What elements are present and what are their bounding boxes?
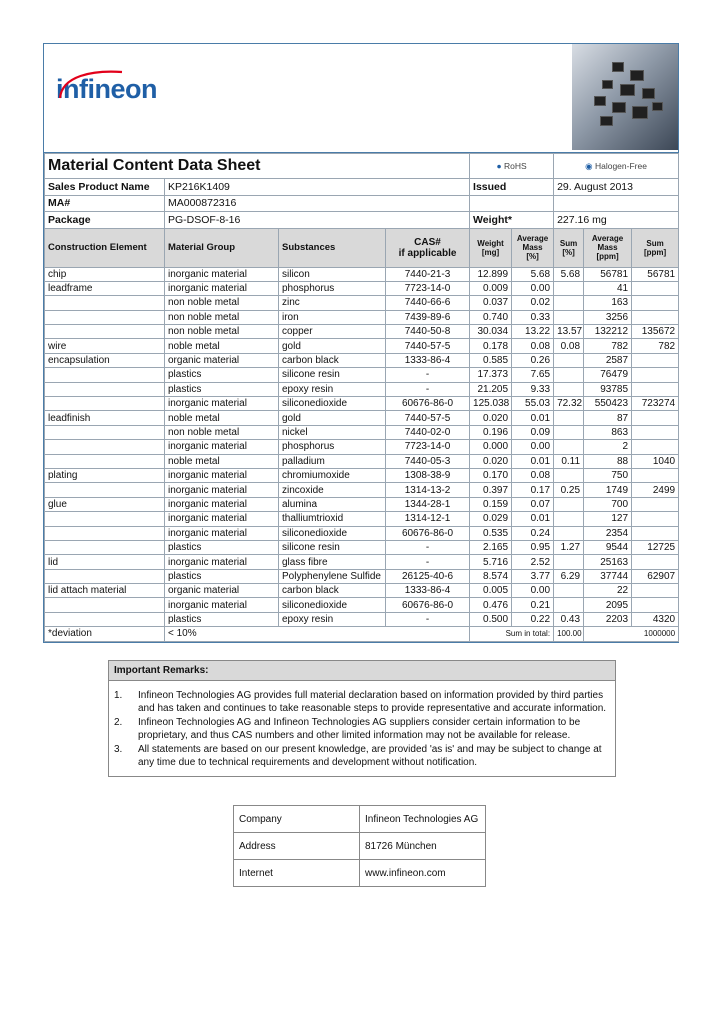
- table-cell: lid: [45, 555, 165, 569]
- table-cell: gold: [279, 339, 386, 353]
- table-cell: leadframe: [45, 281, 165, 295]
- table-row: [45, 483, 679, 497]
- table-cell: phosphorus: [279, 281, 386, 295]
- table-cell: 0.21: [512, 598, 554, 612]
- table-cell: inorganic material: [165, 526, 279, 540]
- header-area: [44, 44, 678, 153]
- table-cell: 0.43: [554, 612, 584, 626]
- table-cell: 4320: [632, 612, 679, 626]
- table-cell: zinc: [279, 296, 386, 310]
- table-row: [45, 325, 679, 339]
- table-cell: [632, 281, 679, 295]
- table-cell: leadfinish: [45, 411, 165, 425]
- table-cell: 12.899: [470, 267, 512, 281]
- table-cell: -: [386, 368, 470, 382]
- table-cell: 25163: [584, 555, 632, 569]
- table-cell: noble metal: [165, 339, 279, 353]
- table-cell: [45, 540, 165, 554]
- table-cell: copper: [279, 325, 386, 339]
- table-cell: non noble metal: [165, 425, 279, 439]
- table-cell: [554, 584, 584, 598]
- table-cell: 0.22: [512, 612, 554, 626]
- internet-link[interactable]: www.infineon.com: [360, 860, 486, 887]
- table-cell: 0.00: [512, 281, 554, 295]
- table-cell: chip: [45, 267, 165, 281]
- table-cell: siliconedioxide: [279, 397, 386, 411]
- table-cell: [45, 569, 165, 583]
- table-cell: 863: [584, 425, 632, 439]
- table-cell: 0.08: [512, 339, 554, 353]
- table-cell: wire: [45, 339, 165, 353]
- table-cell: [632, 555, 679, 569]
- table-cell: gold: [279, 411, 386, 425]
- table-cell: 2203: [584, 612, 632, 626]
- table-cell: iron: [279, 310, 386, 324]
- table-cell: 1040: [632, 454, 679, 468]
- table-row: [45, 468, 679, 482]
- remarks-box: [108, 660, 616, 777]
- table-cell: [45, 325, 165, 339]
- table-cell: 60676-86-0: [386, 598, 470, 612]
- table-cell: 0.009: [470, 281, 512, 295]
- table-cell: [632, 425, 679, 439]
- table-cell: [554, 512, 584, 526]
- table-cell: 750: [584, 468, 632, 482]
- table-cell: 125.038: [470, 397, 512, 411]
- table-cell: 135672: [632, 325, 679, 339]
- table-cell: [45, 425, 165, 439]
- address-label: Address: [234, 833, 360, 860]
- table-cell: 1333-86-4: [386, 353, 470, 367]
- internet-label: Internet: [234, 860, 360, 887]
- table-cell: [554, 296, 584, 310]
- table-cell: 0.020: [470, 454, 512, 468]
- table-cell: 132212: [584, 325, 632, 339]
- table-cell: plastics: [165, 368, 279, 382]
- table-cell: [45, 454, 165, 468]
- table-cell: 88: [584, 454, 632, 468]
- table-row: [45, 612, 679, 626]
- table-cell: 0.178: [470, 339, 512, 353]
- table-cell: encapsulation: [45, 353, 165, 367]
- table-cell: [554, 468, 584, 482]
- table-cell: [632, 497, 679, 511]
- table-cell: [45, 598, 165, 612]
- table-cell: 0.01: [512, 411, 554, 425]
- table-cell: 5.68: [512, 267, 554, 281]
- table-cell: [632, 512, 679, 526]
- table-cell: 87: [584, 411, 632, 425]
- table-cell: [554, 368, 584, 382]
- table-cell: 2587: [584, 353, 632, 367]
- table-cell: [45, 368, 165, 382]
- table-cell: plating: [45, 468, 165, 482]
- table-cell: [554, 497, 584, 511]
- issued-label: Issued: [470, 179, 554, 196]
- table-cell: 1314-13-2: [386, 483, 470, 497]
- table-cell: carbon black: [279, 353, 386, 367]
- table-cell: 782: [632, 339, 679, 353]
- table-cell: 0.08: [512, 468, 554, 482]
- table-cell: 2499: [632, 483, 679, 497]
- table-cell: carbon black: [279, 584, 386, 598]
- table-cell: 0.170: [470, 468, 512, 482]
- address-value: 81726 München: [360, 833, 486, 860]
- table-cell: 0.09: [512, 425, 554, 439]
- table-cell: phosphorus: [279, 440, 386, 454]
- table-row: [45, 497, 679, 511]
- table-cell: non noble metal: [165, 296, 279, 310]
- table-row: [45, 569, 679, 583]
- table-cell: [45, 397, 165, 411]
- table-cell: [632, 353, 679, 367]
- table-cell: [632, 440, 679, 454]
- table-cell: 1314-12-1: [386, 512, 470, 526]
- table-cell: 8.574: [470, 569, 512, 583]
- table-cell: 0.25: [554, 483, 584, 497]
- remark-item: 3. All statements are based on our present knowledge, are provided 'as is' and may be subject to change at any time due to technical requirements and development without notification.: [114, 744, 602, 768]
- sales-value: KP216K1409: [165, 179, 470, 196]
- table-cell: 62907: [632, 569, 679, 583]
- table-cell: 0.24: [512, 526, 554, 540]
- table-cell: -: [386, 540, 470, 554]
- table-cell: organic material: [165, 353, 279, 367]
- company-value: Infineon Technologies AG: [360, 806, 486, 833]
- infineon-logo: [56, 74, 157, 105]
- table-cell: alumina: [279, 497, 386, 511]
- table-cell: inorganic material: [165, 440, 279, 454]
- table-cell: [632, 382, 679, 396]
- table-cell: organic material: [165, 584, 279, 598]
- table-cell: 9544: [584, 540, 632, 554]
- table-cell: 2354: [584, 526, 632, 540]
- ma-label: MA#: [45, 195, 165, 212]
- table-cell: 550423: [584, 397, 632, 411]
- weight-value: 227.16 mg: [554, 212, 679, 229]
- table-row: [45, 555, 679, 569]
- table-cell: 60676-86-0: [386, 397, 470, 411]
- table-cell: [45, 296, 165, 310]
- table-cell: 55.03: [512, 397, 554, 411]
- table-cell: [554, 310, 584, 324]
- halogen-icon: ◉: [585, 160, 593, 171]
- table-cell: plastics: [165, 540, 279, 554]
- table-cell: 7.65: [512, 368, 554, 382]
- table-cell: [554, 411, 584, 425]
- product-photo: [572, 44, 678, 150]
- rohs-icon: ●: [496, 161, 502, 171]
- table-cell: 0.037: [470, 296, 512, 310]
- ma-value: MA000872316: [165, 195, 470, 212]
- table-cell: [45, 612, 165, 626]
- table-cell: 700: [584, 497, 632, 511]
- weight-label: Weight*: [470, 212, 554, 229]
- table-cell: inorganic material: [165, 497, 279, 511]
- table-cell: 13.57: [554, 325, 584, 339]
- table-cell: -: [386, 555, 470, 569]
- package-label: Package: [45, 212, 165, 229]
- table-cell: plastics: [165, 382, 279, 396]
- logo-swoosh-icon: [52, 68, 182, 108]
- table-cell: 41: [584, 281, 632, 295]
- table-row: [45, 281, 679, 295]
- table-cell: 7440-02-0: [386, 425, 470, 439]
- table-cell: 93785: [584, 382, 632, 396]
- sum-total-label: Sum in total:: [470, 627, 554, 641]
- table-cell: [554, 555, 584, 569]
- sales-label: Sales Product Name: [45, 179, 165, 196]
- table-cell: [554, 281, 584, 295]
- col-cas: CAS# if applicable: [386, 228, 470, 267]
- table-cell: 9.33: [512, 382, 554, 396]
- table-cell: 0.26: [512, 353, 554, 367]
- table-cell: nickel: [279, 425, 386, 439]
- table-cell: inorganic material: [165, 267, 279, 281]
- table-row: [45, 540, 679, 554]
- table-row: [45, 368, 679, 382]
- table-cell: 60676-86-0: [386, 526, 470, 540]
- table-cell: 0.00: [512, 584, 554, 598]
- table-row: [45, 267, 679, 281]
- table-cell: 1308-38-9: [386, 468, 470, 482]
- table-cell: 0.159: [470, 497, 512, 511]
- table-cell: 0.500: [470, 612, 512, 626]
- table-cell: glass fibre: [279, 555, 386, 569]
- table-cell: 30.034: [470, 325, 512, 339]
- table-cell: 76479: [584, 368, 632, 382]
- col-element: Construction Element: [45, 228, 165, 267]
- table-cell: 0.020: [470, 411, 512, 425]
- table-cell: [632, 468, 679, 482]
- table-cell: [632, 584, 679, 598]
- table-row: [45, 598, 679, 612]
- table-cell: -: [386, 382, 470, 396]
- col-avg-ppm: Average Mass [ppm]: [584, 228, 632, 267]
- table-cell: 0.11: [554, 454, 584, 468]
- table-row: [45, 512, 679, 526]
- halogen-free-badge: ◉ Halogen-Free: [554, 154, 679, 179]
- table-cell: epoxy resin: [279, 382, 386, 396]
- remark-item: 1. Infineon Technologies AG provides full material declaration based on information provided by third parties and has taken and continues to take reasonable steps to provide representative and accurate information.: [114, 690, 607, 714]
- table-cell: 0.02: [512, 296, 554, 310]
- table-cell: 13.22: [512, 325, 554, 339]
- table-cell: 7440-21-3: [386, 267, 470, 281]
- deviation-label: *deviation: [45, 627, 165, 641]
- sum-total-ppm: 1000000: [584, 627, 679, 641]
- col-weight: Weight [mg]: [470, 228, 512, 267]
- table-cell: [554, 526, 584, 540]
- table-cell: 26125-40-6: [386, 569, 470, 583]
- table-row: [45, 310, 679, 324]
- col-avg-mass: Average Mass [%]: [512, 228, 554, 267]
- table-cell: non noble metal: [165, 310, 279, 324]
- table-cell: 0.740: [470, 310, 512, 324]
- company-label: Company: [234, 806, 360, 833]
- table-cell: [45, 483, 165, 497]
- table-cell: 0.01: [512, 454, 554, 468]
- table-cell: noble metal: [165, 454, 279, 468]
- deviation-value: < 10%: [165, 627, 470, 641]
- table-cell: [45, 382, 165, 396]
- table-cell: 21.205: [470, 382, 512, 396]
- table-cell: plastics: [165, 612, 279, 626]
- table-cell: 7440-57-5: [386, 411, 470, 425]
- sum-total-pct: 100.00: [554, 627, 584, 641]
- table-cell: epoxy resin: [279, 612, 386, 626]
- table-cell: 5.68: [554, 267, 584, 281]
- table-cell: 0.005: [470, 584, 512, 598]
- table-cell: noble metal: [165, 411, 279, 425]
- table-cell: 22: [584, 584, 632, 598]
- table-cell: 0.33: [512, 310, 554, 324]
- remarks-heading: Important Remarks:: [109, 661, 615, 681]
- table-cell: 782: [584, 339, 632, 353]
- table-cell: [554, 598, 584, 612]
- table-cell: 0.000: [470, 440, 512, 454]
- table-cell: 3256: [584, 310, 632, 324]
- table-cell: silicon: [279, 267, 386, 281]
- table-cell: [632, 368, 679, 382]
- table-row: [45, 382, 679, 396]
- table-cell: inorganic material: [165, 397, 279, 411]
- table-cell: [632, 526, 679, 540]
- table-cell: 0.07: [512, 497, 554, 511]
- table-cell: 12725: [632, 540, 679, 554]
- table-cell: glue: [45, 497, 165, 511]
- table-cell: [632, 411, 679, 425]
- table-cell: 0.535: [470, 526, 512, 540]
- table-cell: 163: [584, 296, 632, 310]
- table-cell: 2095: [584, 598, 632, 612]
- table-cell: 7440-57-5: [386, 339, 470, 353]
- col-substance: Substances: [279, 228, 386, 267]
- table-cell: silicone resin: [279, 540, 386, 554]
- table-cell: non noble metal: [165, 325, 279, 339]
- table-cell: 56781: [632, 267, 679, 281]
- table-row: [45, 454, 679, 468]
- table-cell: lid attach material: [45, 584, 165, 598]
- table-cell: inorganic material: [165, 468, 279, 482]
- material-rows: [45, 267, 679, 627]
- table-cell: 56781: [584, 267, 632, 281]
- table-cell: 127: [584, 512, 632, 526]
- table-cell: 0.476: [470, 598, 512, 612]
- table-cell: -: [386, 612, 470, 626]
- table-row: [45, 526, 679, 540]
- table-cell: thalliumtrioxid: [279, 512, 386, 526]
- table-row: [45, 584, 679, 598]
- col-sum-ppm: Sum [ppm]: [632, 228, 679, 267]
- table-row: [45, 353, 679, 367]
- table-cell: inorganic material: [165, 555, 279, 569]
- table-row: [45, 425, 679, 439]
- table-row: [45, 296, 679, 310]
- table-cell: 7723-14-0: [386, 440, 470, 454]
- table-cell: 6.29: [554, 569, 584, 583]
- contact-box: [233, 805, 485, 887]
- table-cell: [554, 353, 584, 367]
- table-cell: 37744: [584, 569, 632, 583]
- table-cell: 5.716: [470, 555, 512, 569]
- table-cell: 0.585: [470, 353, 512, 367]
- table-cell: 7439-89-6: [386, 310, 470, 324]
- table-cell: [554, 440, 584, 454]
- issued-value: 29. August 2013: [554, 179, 679, 196]
- main-table: [44, 153, 679, 642]
- table-cell: [554, 382, 584, 396]
- table-cell: 0.17: [512, 483, 554, 497]
- table-cell: 3.77: [512, 569, 554, 583]
- table-cell: 0.01: [512, 512, 554, 526]
- table-cell: Polyphenylene Sulfide: [279, 569, 386, 583]
- remark-item: 2. Infineon Technologies AG and Infineon Technologies AG suppliers consider certain information to be proprietary, and thus CAS numbers and other limited information may not be available for release.: [114, 717, 581, 741]
- table-cell: siliconedioxide: [279, 598, 386, 612]
- table-cell: palladium: [279, 454, 386, 468]
- table-cell: 0.029: [470, 512, 512, 526]
- table-cell: chromiumoxide: [279, 468, 386, 482]
- package-value: PG-DSOF-8-16: [165, 212, 470, 229]
- table-cell: inorganic material: [165, 281, 279, 295]
- table-cell: silicone resin: [279, 368, 386, 382]
- table-cell: siliconedioxide: [279, 526, 386, 540]
- table-cell: 0.397: [470, 483, 512, 497]
- table-cell: 7440-05-3: [386, 454, 470, 468]
- table-cell: [45, 512, 165, 526]
- table-cell: 1.27: [554, 540, 584, 554]
- table-cell: zincoxide: [279, 483, 386, 497]
- table-cell: inorganic material: [165, 512, 279, 526]
- table-cell: inorganic material: [165, 598, 279, 612]
- table-cell: 7440-50-8: [386, 325, 470, 339]
- table-cell: [45, 440, 165, 454]
- table-cell: [632, 598, 679, 612]
- table-cell: 7440-66-6: [386, 296, 470, 310]
- table-row: [45, 440, 679, 454]
- table-cell: [45, 310, 165, 324]
- table-cell: 1344-28-1: [386, 497, 470, 511]
- table-cell: 2.52: [512, 555, 554, 569]
- data-sheet: [43, 43, 679, 643]
- table-row: [45, 339, 679, 353]
- rohs-badge: ● RoHS: [470, 154, 554, 179]
- table-cell: 1333-86-4: [386, 584, 470, 598]
- table-cell: 0.08: [554, 339, 584, 353]
- table-cell: inorganic material: [165, 483, 279, 497]
- table-cell: [554, 425, 584, 439]
- table-cell: 2: [584, 440, 632, 454]
- page-title: Material Content Data Sheet: [45, 154, 470, 179]
- table-cell: 723274: [632, 397, 679, 411]
- table-cell: [632, 296, 679, 310]
- table-cell: 2.165: [470, 540, 512, 554]
- table-cell: 72.32: [554, 397, 584, 411]
- table-cell: 0.196: [470, 425, 512, 439]
- table-cell: [632, 310, 679, 324]
- table-cell: 17.373: [470, 368, 512, 382]
- table-row: [45, 397, 679, 411]
- table-row: [45, 411, 679, 425]
- col-group: Material Group: [165, 228, 279, 267]
- table-cell: 1749: [584, 483, 632, 497]
- col-sum-pct: Sum [%]: [554, 228, 584, 267]
- table-cell: plastics: [165, 569, 279, 583]
- table-cell: [45, 526, 165, 540]
- table-cell: 0.95: [512, 540, 554, 554]
- table-cell: 0.00: [512, 440, 554, 454]
- table-cell: 7723-14-0: [386, 281, 470, 295]
- logo-text: infineon: [56, 74, 157, 104]
